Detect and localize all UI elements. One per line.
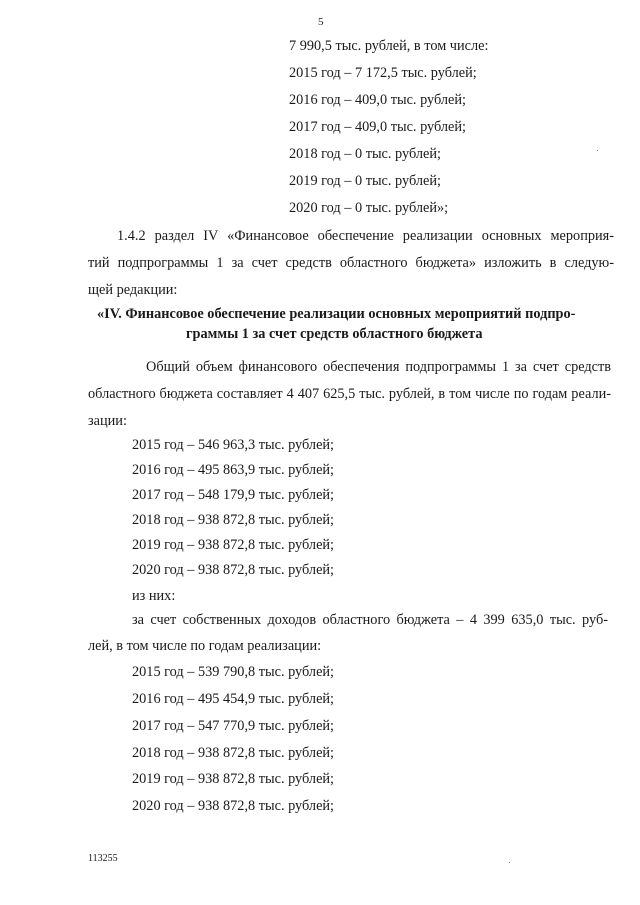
paragraph-line: зации: xyxy=(88,413,127,429)
list-item: 2019 год – 0 тыс. рублей; xyxy=(289,173,441,189)
list-item: 2016 год – 495 454,9 тыс. рублей; xyxy=(132,691,335,707)
list-item: 2019 год – 938 872,8 тыс. рублей; xyxy=(132,771,335,787)
list-item: 2016 год – 409,0 тыс. рублей; xyxy=(289,92,467,108)
paragraph-line: лей, в том числе по годам реализации: xyxy=(88,638,322,654)
paragraph-line: Общий объем финансового обеспечения подпрограммы 1 за счет средств xyxy=(146,359,611,375)
list-item: 2017 год – 547 770,9 тыс. рублей; xyxy=(132,718,335,734)
of-which-label: из них: xyxy=(132,588,176,604)
clause-line: щей редакции: xyxy=(88,282,178,298)
list-item: 2019 год – 938 872,8 тыс. рублей; xyxy=(132,537,335,553)
list-item: 2018 год – 0 тыс. рублей; xyxy=(289,146,441,162)
list-item: 2017 год – 409,0 тыс. рублей; xyxy=(289,119,467,135)
list-item: 2020 год – 0 тыс. рублей»; xyxy=(289,200,449,216)
scan-speck xyxy=(509,862,510,863)
clause-line: 1.4.2 раздел IV «Финансовое обеспечение реализации основных мероприя- xyxy=(117,228,614,244)
clause-line: тий подпрограммы 1 за счет средств областного бюджета» изложить в следую- xyxy=(88,255,614,271)
scan-speck xyxy=(597,150,598,151)
paragraph-line: областного бюджета составляет 4 407 625,5 тыс. рублей, в том числе по годам реали- xyxy=(88,386,611,402)
list-item: 2020 год – 938 872,8 тыс. рублей; xyxy=(132,562,335,578)
list-item: 2020 год – 938 872,8 тыс. рублей; xyxy=(132,798,335,814)
list-item: 2015 год – 546 963,3 тыс. рублей; xyxy=(132,437,335,453)
list-item: 2015 год – 7 172,5 тыс. рублей; xyxy=(289,65,477,81)
top-list-intro: 7 990,5 тыс. рублей, в том числе: xyxy=(289,38,489,54)
list-item: 2017 год – 548 179,9 тыс. рублей; xyxy=(132,487,335,503)
paragraph-line: за счет собственных доходов областного бюджета – 4 399 635,0 тыс. руб- xyxy=(132,612,608,628)
page-number: 5 xyxy=(318,16,324,28)
section-heading-line: «IV. Финансовое обеспечение реализации основных мероприятий подпро- xyxy=(97,306,576,322)
list-item: 2016 год – 495 863,9 тыс. рублей; xyxy=(132,462,335,478)
section-heading-line: граммы 1 за счет средств областного бюджета xyxy=(186,326,483,342)
footer-code: 113255 xyxy=(88,853,118,864)
list-item: 2018 год – 938 872,8 тыс. рублей; xyxy=(132,512,335,528)
list-item: 2015 год – 539 790,8 тыс. рублей; xyxy=(132,664,335,680)
list-item: 2018 год – 938 872,8 тыс. рублей; xyxy=(132,745,335,761)
